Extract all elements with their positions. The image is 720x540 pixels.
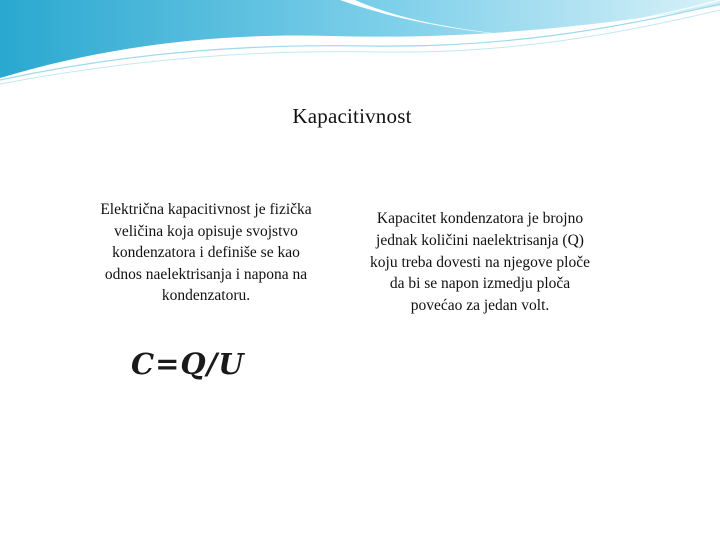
left-definition-text: Električna kapacitivnost je fizička veličina koja opisuje svojstvo kondenzatora i definiše se kao odnos naelektrisanja i napona na kondenzatoru. [100,201,312,304]
header-wave-decoration [0,0,720,90]
right-definition-text: Kapacitet kondenzatora je brojno jednak količini naelektrisanja (Q) koju treba dovesti na njegove ploče da bi se napon izmedju ploča povećao za jedan volt. [370,210,590,315]
slide-title: Kapacitivnost [292,104,412,128]
capacitance-formula: C=Q/U [131,347,245,381]
